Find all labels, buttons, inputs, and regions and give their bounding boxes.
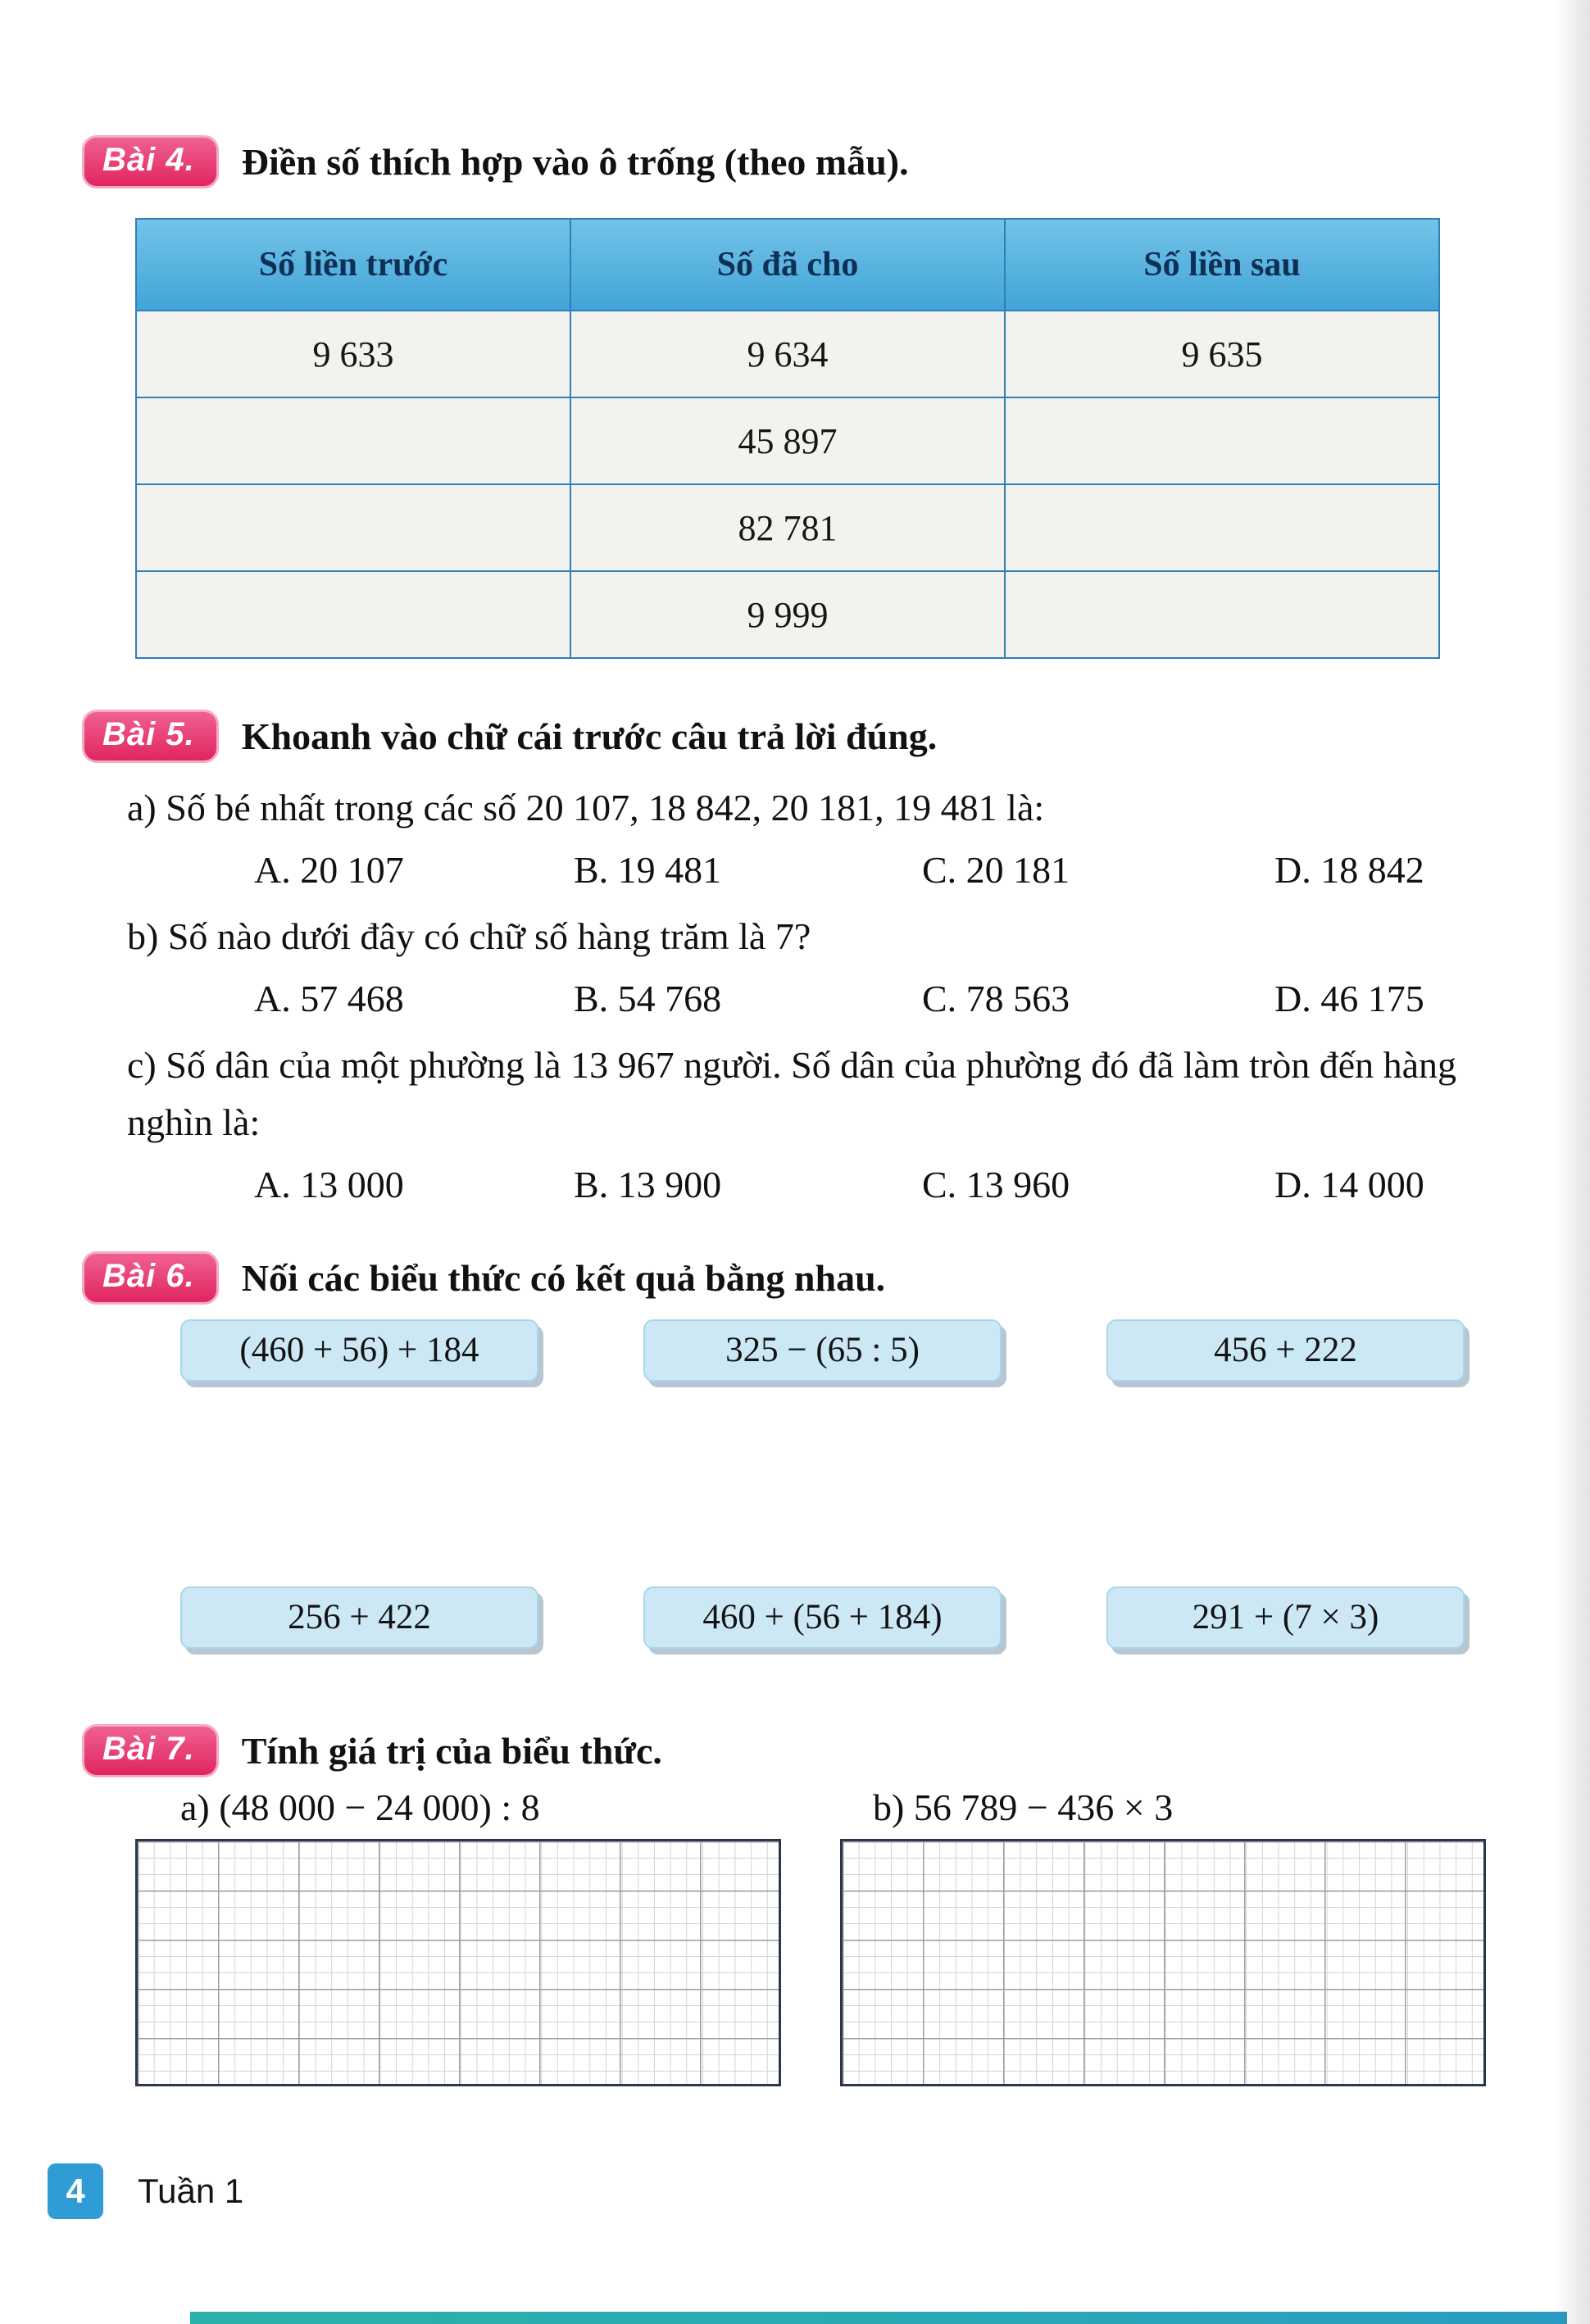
badge-bai-6: Bài 6. (82, 1251, 219, 1305)
answer-option: D. 46 175 (1274, 977, 1424, 1019)
answer-option: A. 13 000 (254, 1163, 404, 1205)
table-row (136, 311, 1439, 397)
answer-grid-a (135, 1839, 781, 2086)
table-header-cell: Số liền trước (136, 219, 570, 311)
table-cell-blank (1005, 571, 1439, 658)
exercise-4-title: Điền số thích hợp vào ô trống (theo mẫu). (241, 141, 909, 183)
exercise-4-header (82, 135, 1590, 188)
table-cell: 45 897 (570, 397, 1005, 484)
expression-box: 456 + 222 (1106, 1319, 1465, 1382)
answer-option: A. 20 107 (254, 848, 404, 891)
badge-bai-7: Bài 7. (82, 1724, 219, 1777)
exercise-6-title: Nối các biểu thức có kết quả bằng nhau. (241, 1256, 886, 1299)
table-row (136, 484, 1439, 571)
table-cell-blank (136, 397, 570, 484)
table-row (136, 397, 1439, 484)
answer-grids (135, 1839, 1590, 2086)
exercise-7-title: Tính giá trị của biểu thức. (241, 1729, 662, 1772)
answer-option: A. 57 468 (254, 977, 404, 1019)
exercise-6-header (82, 1251, 1590, 1305)
question-b-prompt: b) Số nào dưới đây có chữ số hàng trăm là 7? (127, 915, 811, 957)
expression-box: 325 − (65 : 5) (643, 1319, 1002, 1382)
expression-b: b) 56 789 − 436 × 3 (873, 1786, 1174, 1828)
expression-a: a) (48 000 − 24 000) : 8 (180, 1786, 540, 1828)
answer-option: D. 14 000 (1274, 1163, 1424, 1205)
table-cell-blank (1005, 484, 1439, 571)
number-before-after-table (135, 218, 1440, 659)
expression-row-top (180, 1319, 1590, 1382)
answer-option: B. 13 900 (574, 1163, 722, 1205)
question-c-prompt: c) Số dân của một phường là 13 967 người. Số dân của phường đó đã làm tròn đến hàng nghìn là: (127, 1043, 1457, 1143)
answer-option: C. 13 960 (922, 1163, 1070, 1205)
expression-box: 460 + (56 + 184) (643, 1586, 1002, 1649)
expression-row-bottom (180, 1586, 1590, 1649)
expression-box: 256 + 422 (180, 1586, 538, 1649)
exercise-7-header (82, 1724, 1590, 1777)
answer-option: C. 78 563 (922, 977, 1070, 1019)
week-label: Tuần 1 (138, 2172, 244, 2210)
bottom-accent-bar (190, 2312, 1567, 2324)
page-number-badge: 4 (48, 2163, 103, 2219)
question-a-options (82, 848, 1590, 892)
table-cell-blank (136, 571, 570, 658)
exercise-5-title: Khoanh vào chữ cái trước câu trả lời đúng. (241, 715, 938, 757)
table-header-cell: Số đã cho (570, 219, 1005, 311)
page-footer (48, 2163, 243, 2219)
answer-grid-b (840, 1839, 1486, 2086)
answer-option: B. 54 768 (574, 977, 722, 1019)
answer-option: C. 20 181 (922, 848, 1070, 891)
question-b-options (82, 977, 1590, 1020)
badge-bai-4: Bài 4. (82, 135, 219, 188)
table-cell-blank (136, 484, 570, 571)
table-cell: 9 635 (1005, 311, 1439, 397)
table-cell: 82 781 (570, 484, 1005, 571)
badge-bai-5: Bài 5. (82, 710, 219, 763)
answer-option: D. 18 842 (1274, 848, 1424, 891)
table-row (136, 571, 1439, 658)
table-header-cell: Số liền sau (1005, 219, 1439, 311)
table-cell: 9 999 (570, 571, 1005, 658)
expression-box: 291 + (7 × 3) (1106, 1586, 1465, 1649)
expression-box: (460 + 56) + 184 (180, 1319, 538, 1382)
table-header-row (136, 219, 1439, 311)
exercise-7-expressions (180, 1786, 1590, 1829)
table-cell: 9 634 (570, 311, 1005, 397)
table-cell: 9 633 (136, 311, 570, 397)
answer-option: B. 19 481 (574, 848, 722, 891)
table-cell-blank (1005, 397, 1439, 484)
exercise-5-header (82, 710, 1590, 763)
question-c-options (82, 1163, 1590, 1206)
question-a-prompt: a) Số bé nhất trong các số 20 107, 18 842, 20 181, 19 481 là: (127, 787, 1045, 828)
